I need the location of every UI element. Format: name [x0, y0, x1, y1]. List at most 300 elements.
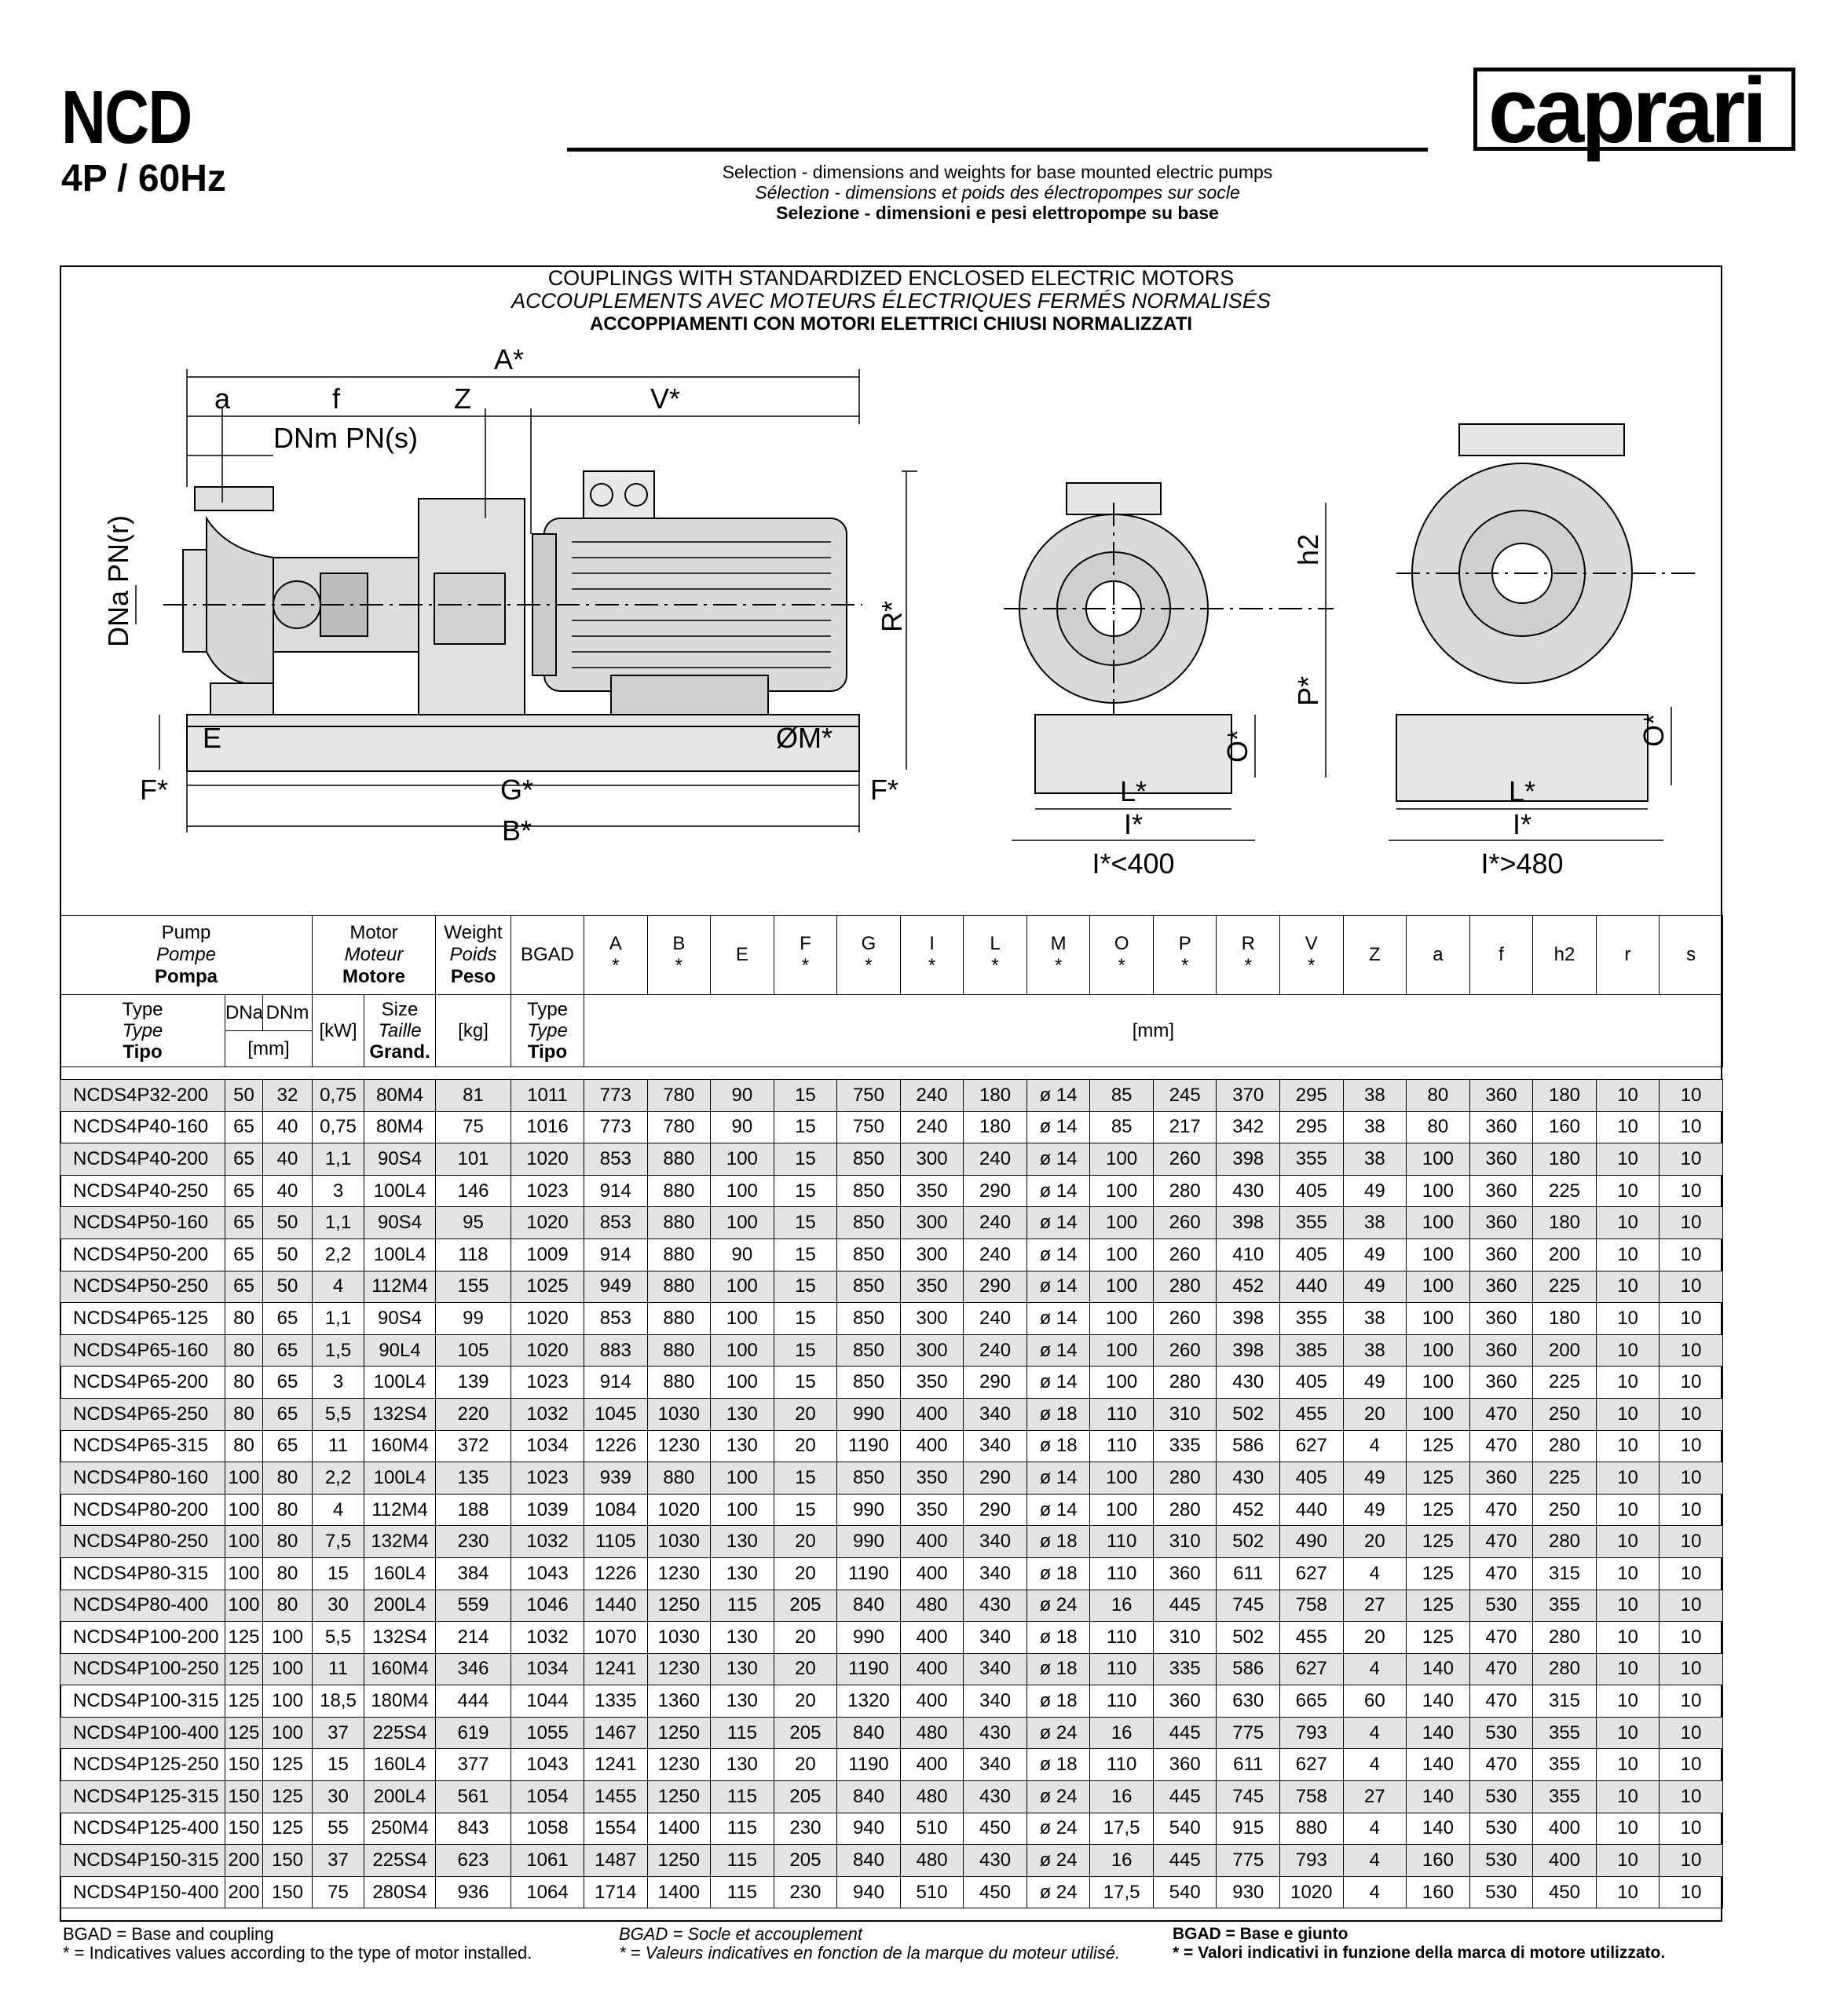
table-cell: 250 — [1533, 1494, 1597, 1526]
table-cell: 20 — [774, 1398, 837, 1430]
table-cell: 230 — [436, 1526, 511, 1558]
table-cell: 80M4 — [364, 1080, 436, 1112]
table-row — [60, 1334, 1723, 1367]
table-cell: ø 14 — [1026, 1367, 1090, 1399]
table-cell: 773 — [584, 1111, 648, 1143]
table-cell: 850 — [837, 1334, 901, 1367]
table-cell: ø 14 — [1026, 1143, 1090, 1176]
table-cell: 17,5 — [1090, 1813, 1154, 1845]
table-cell: 280 — [1153, 1494, 1217, 1526]
table-cell: 225 — [1533, 1367, 1597, 1399]
weight-header-it: Peso — [450, 966, 496, 987]
table-cell: 110 — [1090, 1685, 1154, 1718]
table-cell: 101 — [436, 1143, 511, 1176]
table-cell: 15 — [774, 1334, 837, 1367]
dim-Z-label: Z — [454, 382, 471, 415]
table-cell: 350 — [900, 1462, 964, 1495]
table-cell: 611 — [1217, 1557, 1280, 1590]
table-row — [60, 1303, 1723, 1335]
table-cell: 480 — [900, 1845, 964, 1877]
table-cell: 1023 — [511, 1367, 584, 1399]
table-cell: 100 — [711, 1334, 774, 1367]
table-cell: 4 — [1343, 1430, 1407, 1462]
bgad-type-header: Type Type Tipo — [511, 995, 584, 1067]
dim-V-label: V* — [650, 382, 681, 415]
table-cell: 49 — [1343, 1271, 1407, 1303]
table-cell: 15 — [313, 1749, 364, 1781]
table-cell: 15 — [774, 1271, 837, 1303]
table-cell: 217 — [1153, 1111, 1217, 1143]
table-row — [60, 1749, 1723, 1781]
table-cell: 99 — [436, 1303, 511, 1335]
table-cell: 780 — [647, 1111, 711, 1143]
table-cell: 10 — [1660, 1526, 1723, 1558]
dna-header: DNa — [225, 995, 263, 1031]
motor-header — [313, 916, 436, 995]
table-cell: ø 18 — [1026, 1430, 1090, 1462]
table-cell: 340 — [964, 1653, 1027, 1685]
table-cell: 360 — [1153, 1557, 1217, 1590]
table-cell: 510 — [900, 1876, 964, 1908]
table-cell: 750 — [837, 1111, 901, 1143]
table-cell: 100 — [1407, 1175, 1470, 1207]
table-cell: NCDS4P100-400 — [60, 1717, 225, 1749]
table-cell: 990 — [837, 1526, 901, 1558]
dim-f-label: f — [332, 382, 341, 415]
table-cell: 10 — [1596, 1271, 1660, 1303]
table-cell: 400 — [900, 1398, 964, 1430]
table-cell: 40 — [263, 1143, 313, 1176]
table-cell: 225 — [1533, 1175, 1597, 1207]
table-cell: 38 — [1343, 1207, 1407, 1239]
table-cell: 180 — [1533, 1303, 1597, 1335]
table-cell: 990 — [837, 1622, 901, 1654]
table-cell: 20 — [774, 1749, 837, 1781]
table-cell: 1032 — [511, 1622, 584, 1654]
table-cell: 342 — [1217, 1111, 1280, 1143]
col-G-header: G * — [837, 916, 901, 995]
table-cell: 4 — [313, 1271, 364, 1303]
table-cell: 883 — [584, 1334, 648, 1367]
col-R-header: R * — [1217, 916, 1280, 995]
table-cell: 1440 — [584, 1590, 648, 1622]
table-cell: 1554 — [584, 1813, 648, 1845]
table-cell: 4 — [1343, 1557, 1407, 1590]
table-cell: 1335 — [584, 1685, 648, 1718]
table-cell: 745 — [1217, 1590, 1280, 1622]
table-cell: 470 — [1469, 1557, 1533, 1590]
table-cell: 110 — [1090, 1557, 1154, 1590]
kg-header: [kg] — [436, 995, 511, 1067]
table-cell: 850 — [837, 1303, 901, 1335]
table-cell: 360 — [1469, 1238, 1533, 1271]
couplings-fr: ACCOUPLEMENTS AVEC MOTEURS ÉLECTRIQUES FERMÉS NORMALISÉS — [511, 289, 1271, 313]
table-cell: 310 — [1153, 1526, 1217, 1558]
table-cell: 15 — [774, 1303, 837, 1335]
table-cell: 10 — [1596, 1653, 1660, 1685]
table-cell: 110 — [1090, 1622, 1154, 1654]
table-cell: 290 — [964, 1462, 1027, 1495]
table-cell: 100 — [711, 1367, 774, 1399]
table-cell: 10 — [1596, 1207, 1660, 1239]
table-cell: 1190 — [837, 1653, 901, 1685]
table-cell: 75 — [436, 1111, 511, 1143]
table-cell: 80 — [1407, 1111, 1470, 1143]
table-cell: 30 — [313, 1781, 364, 1813]
col-a-header: a — [1407, 916, 1470, 995]
table-row — [60, 1398, 1723, 1430]
table-cell: 10 — [1660, 1334, 1723, 1367]
table-cell: 10 — [1660, 1653, 1723, 1685]
table-cell: NCDS4P100-250 — [60, 1653, 225, 1685]
table-row — [60, 1622, 1723, 1654]
dim-G-label: G* — [500, 774, 534, 806]
col-O-header: O * — [1090, 916, 1154, 995]
table-row — [60, 1557, 1723, 1590]
table-cell: 180M4 — [364, 1685, 436, 1718]
col-Z-header: Z — [1343, 916, 1407, 995]
table-cell: 405 — [1280, 1175, 1344, 1207]
table-cell: 665 — [1280, 1685, 1344, 1718]
table-cell: 250 — [1533, 1398, 1597, 1430]
table-cell: 155 — [436, 1271, 511, 1303]
table-cell: 100 — [1407, 1398, 1470, 1430]
table-header-row-2 — [60, 995, 1723, 1031]
table-cell: 100 — [711, 1143, 774, 1176]
footnote-fr-1: BGAD = Socle et accouplement — [619, 1924, 862, 1944]
table-cell: 315 — [1533, 1685, 1597, 1718]
table-cell: 350 — [900, 1494, 964, 1526]
table-cell: 10 — [1660, 1207, 1723, 1239]
table-cell: 930 — [1217, 1876, 1280, 1908]
table-cell: 410 — [1217, 1238, 1280, 1271]
dim-P-label: P* — [1292, 675, 1324, 707]
table-cell: 1241 — [584, 1653, 648, 1685]
mm-header: [mm] — [584, 995, 1723, 1067]
dim-F-right-label: F* — [870, 774, 898, 806]
table-cell: 200L4 — [364, 1590, 436, 1622]
footnote-en-1: BGAD = Base and coupling — [63, 1924, 274, 1944]
table-row — [60, 1845, 1723, 1877]
col-f-header: f — [1469, 916, 1533, 995]
table-cell: ø 24 — [1026, 1813, 1090, 1845]
pump-header — [60, 916, 313, 995]
table-cell: ø 14 — [1026, 1175, 1090, 1207]
table-cell: 40 — [263, 1111, 313, 1143]
table-cell: 780 — [647, 1080, 711, 1112]
table-cell: 10 — [1660, 1367, 1723, 1399]
col-V-header: V * — [1280, 916, 1344, 995]
table-cell: 205 — [774, 1590, 837, 1622]
table-cell: 50 — [263, 1238, 313, 1271]
table-cell: 200 — [1533, 1238, 1597, 1271]
table-cell: 300 — [900, 1238, 964, 1271]
table-cell: 1044 — [511, 1685, 584, 1718]
table-cell: 10 — [1596, 1845, 1660, 1877]
table-cell: NCDS4P65-160 — [60, 1334, 225, 1367]
pump-header-en: Pump — [161, 922, 211, 943]
table-cell: ø 18 — [1026, 1685, 1090, 1718]
table-cell: 180 — [1533, 1080, 1597, 1112]
table-cell: ø 14 — [1026, 1238, 1090, 1271]
table-cell: 1046 — [511, 1590, 584, 1622]
table-cell: 140 — [1407, 1781, 1470, 1813]
table-cell: 11 — [313, 1653, 364, 1685]
table-cell: 10 — [1596, 1494, 1660, 1526]
col-F-header: F * — [774, 916, 837, 995]
table-cell: NCDS4P65-250 — [60, 1398, 225, 1430]
table-cell: 455 — [1280, 1398, 1344, 1430]
table-cell: 150 — [263, 1876, 313, 1908]
table-cell: 49 — [1343, 1175, 1407, 1207]
table-cell: 118 — [436, 1238, 511, 1271]
table-cell: 80 — [1407, 1080, 1470, 1112]
table-cell: 2,2 — [313, 1462, 364, 1495]
table-cell: 65 — [225, 1175, 263, 1207]
table-cell: 140 — [1407, 1685, 1470, 1718]
table-cell: 758 — [1280, 1590, 1344, 1622]
table-cell: 470 — [1469, 1749, 1533, 1781]
table-cell: 132S4 — [364, 1622, 436, 1654]
table-cell: ø 24 — [1026, 1876, 1090, 1908]
couplings-en: COUPLINGS WITH STANDARDIZED ENCLOSED ELECTRIC MOTORS — [547, 266, 1235, 290]
table-cell: 1030 — [647, 1398, 711, 1430]
footnote-it-1: BGAD = Base e giunto — [1173, 1925, 1348, 1943]
table-cell: 3 — [313, 1175, 364, 1207]
table-cell: 240 — [900, 1080, 964, 1112]
table-cell: 340 — [964, 1526, 1027, 1558]
table-cell: 100 — [1407, 1207, 1470, 1239]
table-cell: 81 — [436, 1080, 511, 1112]
table-cell: 530 — [1469, 1845, 1533, 1877]
table-cell: 160 — [1407, 1845, 1470, 1877]
table-cell: 27 — [1343, 1781, 1407, 1813]
table-cell: 627 — [1280, 1430, 1344, 1462]
table-cell: 100 — [263, 1622, 313, 1654]
table-cell: 850 — [837, 1238, 901, 1271]
table-cell: 430 — [964, 1717, 1027, 1749]
table-cell: 300 — [900, 1143, 964, 1176]
table-cell: 139 — [436, 1367, 511, 1399]
table-cell: 280 — [1153, 1367, 1217, 1399]
table-cell: 65 — [225, 1207, 263, 1239]
table-cell: 360 — [1469, 1175, 1533, 1207]
table-cell: 85 — [1090, 1080, 1154, 1112]
table-cell: 125 — [1407, 1590, 1470, 1622]
dim-O-label-2: O* — [1638, 713, 1670, 748]
table-cell: 80 — [225, 1303, 263, 1335]
table-cell: 230 — [774, 1813, 837, 1845]
table-cell: 15 — [774, 1143, 837, 1176]
table-cell: 125 — [1407, 1526, 1470, 1558]
table-cell: 80 — [225, 1398, 263, 1430]
table-cell: 10 — [1660, 1430, 1723, 1462]
table-cell: 0,75 — [313, 1080, 364, 1112]
table-cell: ø 24 — [1026, 1717, 1090, 1749]
table-cell: 1054 — [511, 1781, 584, 1813]
footnote-it — [1173, 1925, 1665, 1963]
table-cell: 10 — [1660, 1781, 1723, 1813]
table-cell: 10 — [1660, 1271, 1723, 1303]
table-cell: 350 — [900, 1175, 964, 1207]
table-cell: 205 — [774, 1845, 837, 1877]
table-cell: 360 — [1469, 1143, 1533, 1176]
table-cell: 350 — [900, 1367, 964, 1399]
table-cell: 180 — [1533, 1143, 1597, 1176]
dim-A-label: A* — [493, 346, 525, 375]
table-cell: 38 — [1343, 1111, 1407, 1143]
table-cell: 10 — [1596, 1685, 1660, 1718]
table-cell: 5,5 — [313, 1622, 364, 1654]
table-cell: 840 — [837, 1717, 901, 1749]
table-cell: 290 — [964, 1494, 1027, 1526]
table-cell: 350 — [900, 1271, 964, 1303]
table-cell: 450 — [964, 1813, 1027, 1845]
table-cell: 1230 — [647, 1430, 711, 1462]
table-cell: 745 — [1217, 1781, 1280, 1813]
table-cell: 245 — [1153, 1080, 1217, 1112]
table-cell: 7,5 — [313, 1526, 364, 1558]
table-cell: 400 — [900, 1557, 964, 1590]
table-cell: 280 — [1533, 1622, 1597, 1654]
table-cell: 773 — [584, 1080, 648, 1112]
dim-a-label: a — [214, 382, 231, 415]
table-cell: 1070 — [584, 1622, 648, 1654]
table-cell: 470 — [1469, 1526, 1533, 1558]
table-cell: 619 — [436, 1717, 511, 1749]
table-cell: 405 — [1280, 1462, 1344, 1495]
table-cell: NCDS4P65-200 — [60, 1367, 225, 1399]
table-cell: NCDS4P65-125 — [60, 1303, 225, 1335]
table-cell: 280 — [1153, 1271, 1217, 1303]
table-cell: 840 — [837, 1781, 901, 1813]
table-cell: 1190 — [837, 1557, 901, 1590]
table-cell: 880 — [647, 1175, 711, 1207]
table-cell: 1467 — [584, 1717, 648, 1749]
table-cell: 15 — [774, 1175, 837, 1207]
table-cell: 37 — [313, 1717, 364, 1749]
table-cell: 100 — [263, 1653, 313, 1685]
table-cell: 112M4 — [364, 1494, 436, 1526]
table-cell: 240 — [964, 1207, 1027, 1239]
table-cell: 10 — [1596, 1781, 1660, 1813]
table-cell: 340 — [964, 1749, 1027, 1781]
table-cell: 398 — [1217, 1334, 1280, 1367]
table-cell: 1034 — [511, 1430, 584, 1462]
table-cell: 100 — [1407, 1238, 1470, 1271]
table-cell: 914 — [584, 1238, 648, 1271]
table-cell: 360 — [1153, 1685, 1217, 1718]
table-cell: 115 — [711, 1717, 774, 1749]
table-cell: 340 — [964, 1430, 1027, 1462]
table-cell: 15 — [774, 1462, 837, 1495]
table-cell: 55 — [313, 1813, 364, 1845]
weight-header — [436, 916, 511, 995]
table-header-row-1 — [60, 916, 1723, 995]
selection-it: Selezione - dimensioni e pesi elettropompe su base — [776, 203, 1219, 223]
table-cell: 100 — [711, 1494, 774, 1526]
table-cell: 880 — [647, 1238, 711, 1271]
table-cell: 100 — [1090, 1271, 1154, 1303]
table-cell: 1250 — [647, 1717, 711, 1749]
table-cell: 1084 — [584, 1494, 648, 1526]
table-cell: 990 — [837, 1398, 901, 1430]
table-cell: 1714 — [584, 1876, 648, 1908]
table-cell: 1241 — [584, 1749, 648, 1781]
table-cell: 4 — [1343, 1653, 1407, 1685]
table-cell: 455 — [1280, 1622, 1344, 1654]
table-cell: 530 — [1469, 1781, 1533, 1813]
table-cell: ø 14 — [1026, 1271, 1090, 1303]
table-cell: 90 — [711, 1080, 774, 1112]
table-cell: NCDS4P150-400 — [60, 1876, 225, 1908]
table-cell: 355 — [1533, 1717, 1597, 1749]
dnm-header: DNm — [263, 995, 313, 1031]
table-cell: 80M4 — [364, 1111, 436, 1143]
table-cell: 1020 — [1280, 1876, 1344, 1908]
table-cell: 49 — [1343, 1238, 1407, 1271]
table-cell: 1034 — [511, 1653, 584, 1685]
table-cell: 80 — [225, 1430, 263, 1462]
table-cell: 110 — [1090, 1430, 1154, 1462]
col-P-header: P * — [1153, 916, 1217, 995]
table-cell: 225S4 — [364, 1845, 436, 1877]
table-cell: 90S4 — [364, 1303, 436, 1335]
brand-logo-text: caprari — [1488, 59, 1764, 163]
table-cell: 125 — [263, 1781, 313, 1813]
table-cell: 220 — [436, 1398, 511, 1430]
table-cell: 853 — [584, 1303, 648, 1335]
table-cell: 470 — [1469, 1622, 1533, 1654]
table-cell: ø 14 — [1026, 1111, 1090, 1143]
table-cell: ø 18 — [1026, 1622, 1090, 1654]
couplings-it: ACCOPPIAMENTI CON MOTORI ELETTRICI CHIUSI NORMALIZZATI — [589, 313, 1193, 335]
dim-L-label-1: L* — [1119, 775, 1147, 807]
table-cell: 1055 — [511, 1717, 584, 1749]
table-cell: 398 — [1217, 1143, 1280, 1176]
table-row — [60, 1111, 1723, 1143]
table-cell: 1250 — [647, 1781, 711, 1813]
table-row — [60, 1238, 1723, 1271]
table-cell: 240 — [964, 1303, 1027, 1335]
table-cell: 105 — [436, 1334, 511, 1367]
table-cell: 205 — [774, 1781, 837, 1813]
table-cell: 940 — [837, 1876, 901, 1908]
weight-header-en: Weight — [444, 922, 503, 943]
table-cell: 949 — [584, 1271, 648, 1303]
table-cell: 1064 — [511, 1876, 584, 1908]
table-cell: 37 — [313, 1845, 364, 1877]
table-row — [60, 1876, 1723, 1908]
table-cell: 10 — [1660, 1398, 1723, 1430]
table-cell: 360 — [1153, 1749, 1217, 1781]
header-spacer-row — [60, 1067, 1723, 1080]
table-cell: 10 — [1660, 1080, 1723, 1112]
table-cell: 850 — [837, 1143, 901, 1176]
table-cell: 100 — [1407, 1367, 1470, 1399]
table-cell: 110 — [1090, 1653, 1154, 1685]
table-cell: 49 — [1343, 1367, 1407, 1399]
table-cell: 10 — [1596, 1367, 1660, 1399]
table-cell: 240 — [900, 1111, 964, 1143]
table-cell: ø 24 — [1026, 1590, 1090, 1622]
weight-header-fr: Poids — [449, 944, 497, 965]
table-cell: 50 — [225, 1080, 263, 1112]
table-cell: 100 — [1090, 1303, 1154, 1335]
table-cell: 10 — [1660, 1749, 1723, 1781]
table-cell: NCDS4P150-315 — [60, 1845, 225, 1877]
col-h2-header: h2 — [1533, 916, 1597, 995]
